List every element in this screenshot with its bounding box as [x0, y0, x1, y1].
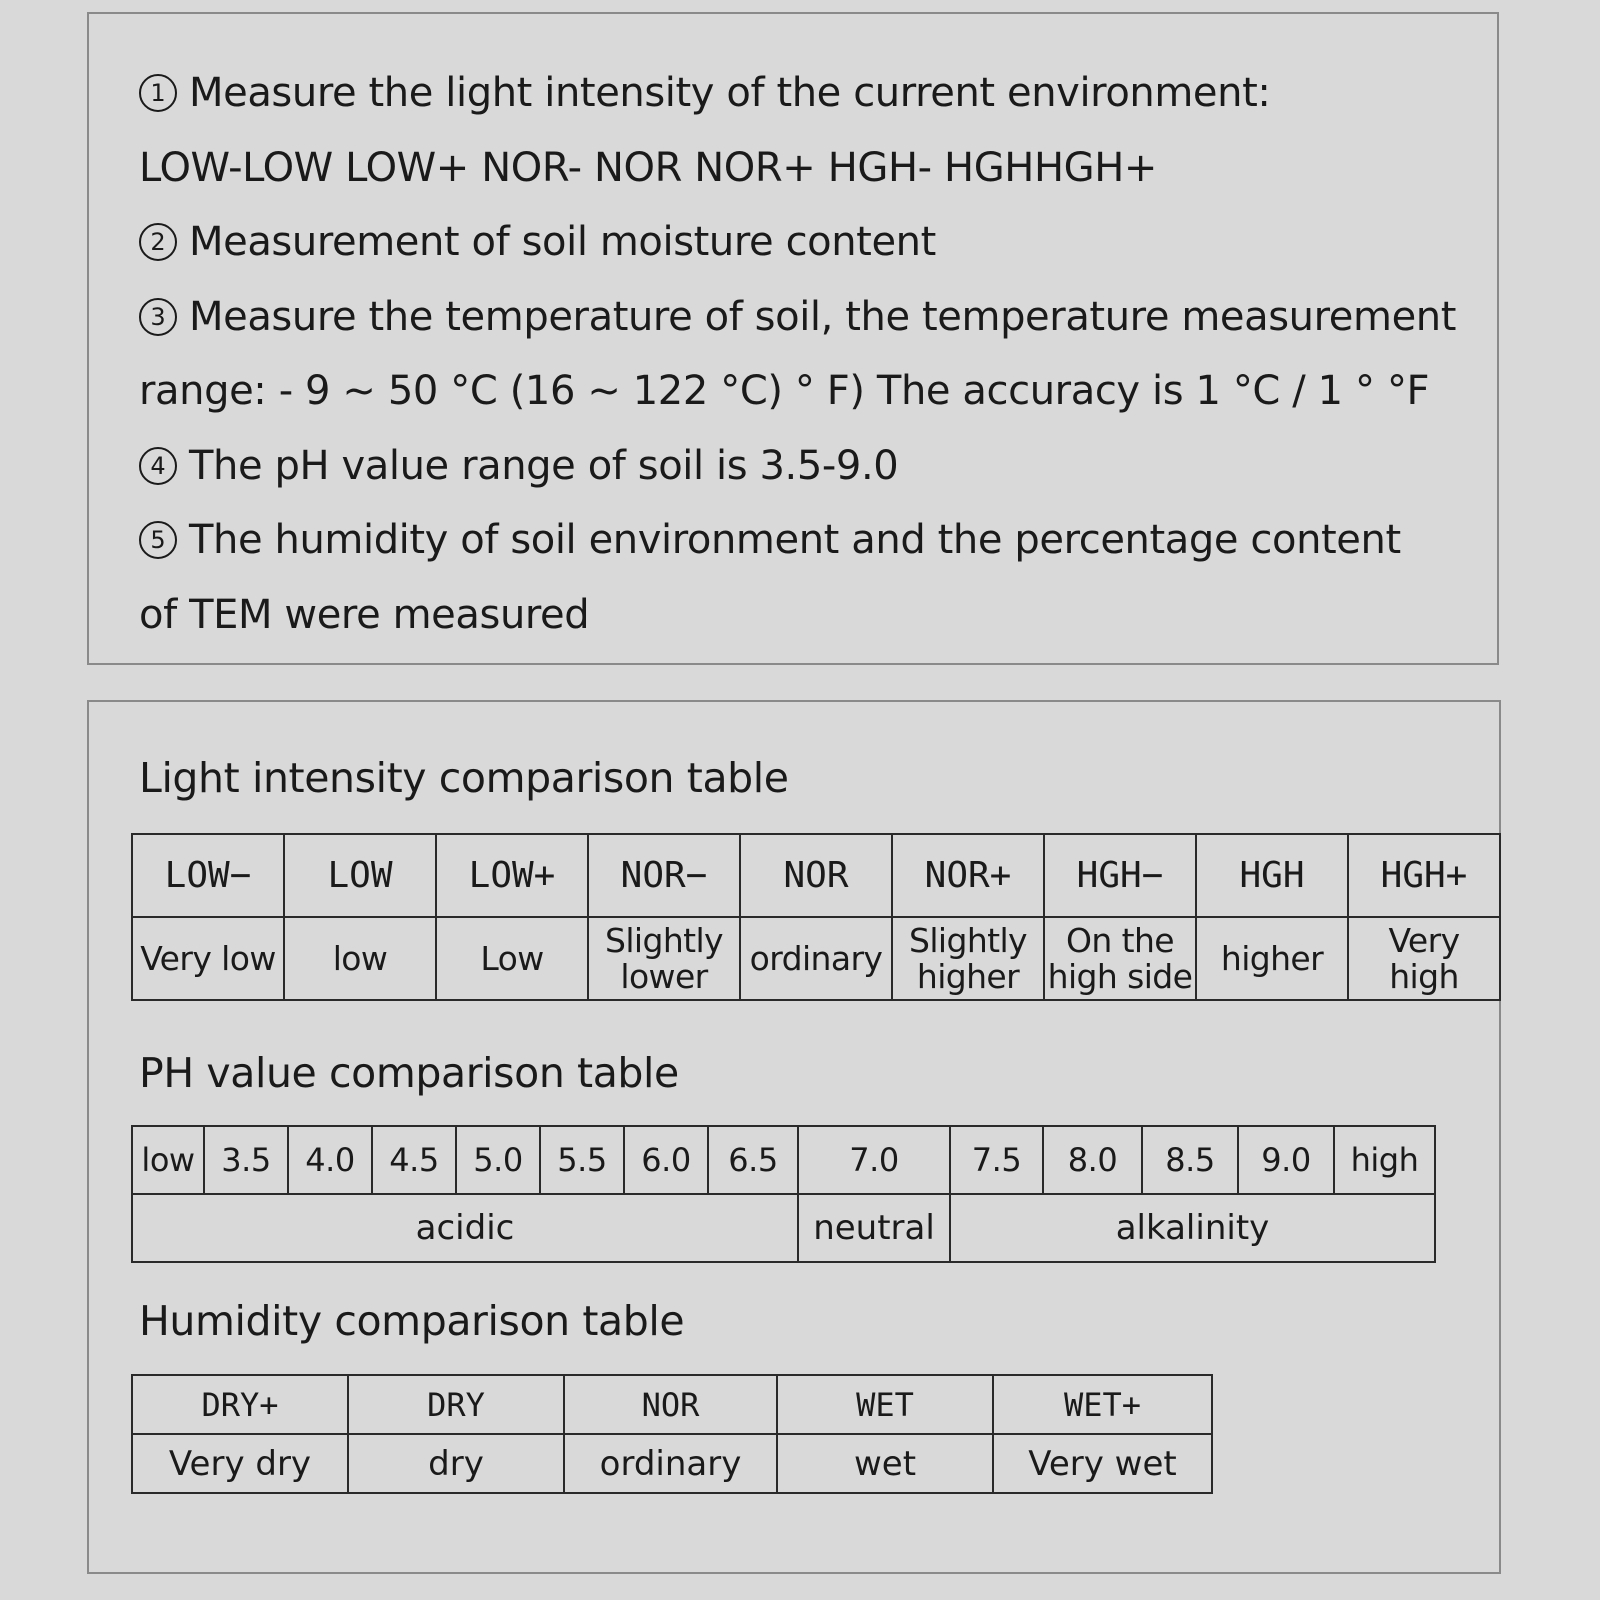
light-descriptions-row [132, 917, 1500, 1000]
light-desc-line: lower [620, 956, 708, 996]
feature-5-text: The humidity of soil environment and the percentage content [189, 517, 1401, 563]
light-desc-cell [1348, 917, 1500, 1000]
light-codes-row [132, 834, 1500, 917]
ph-value-cell: 3.5 [204, 1126, 288, 1194]
light-desc-line: low [332, 938, 388, 978]
light-desc-line: Very low [140, 938, 276, 978]
humidity-desc-cell: Very dry [132, 1434, 348, 1493]
light-code-cell: LOW+ [436, 834, 588, 917]
light-code-cell: LOW [284, 834, 436, 917]
ph-value-cell: 5.5 [540, 1126, 624, 1194]
light-desc-line: higher [1220, 938, 1324, 978]
light-desc-line: Very [1388, 920, 1460, 960]
ph-value-cell: 8.0 [1043, 1126, 1142, 1194]
ph-value-cell: 6.0 [624, 1126, 708, 1194]
feature-2-line-1 [139, 205, 1477, 280]
light-desc-line: higher [916, 956, 1020, 996]
light-desc-cell [1196, 917, 1348, 1000]
light-intensity-table [131, 833, 1501, 1001]
ph-range-alkalinity: alkalinity [950, 1194, 1435, 1262]
light-desc-cell [740, 917, 892, 1000]
ph-ranges-row [132, 1194, 1435, 1262]
circled-number-2: 2 [139, 223, 177, 261]
light-desc-line: high side [1047, 956, 1193, 996]
light-desc-cell [1044, 917, 1196, 1000]
humidity-code-cell: DRY+ [132, 1375, 348, 1434]
ph-value-cell: high [1334, 1126, 1435, 1194]
humidity-code-cell: WET+ [993, 1375, 1212, 1434]
circled-number-1: 1 [139, 74, 177, 112]
ph-range-acidic: acidic [132, 1194, 798, 1262]
light-desc-line: Low [480, 938, 544, 978]
feature-5-line-1 [139, 503, 1477, 578]
light-code-cell: NOR+ [892, 834, 1044, 917]
light-desc-line: Slightly [909, 920, 1027, 960]
light-code-cell: LOW− [132, 834, 284, 917]
feature-1-line-1 [139, 56, 1477, 131]
humidity-desc-cell: dry [348, 1434, 564, 1493]
light-desc-line: On the [1066, 920, 1174, 960]
ph-values-row [132, 1126, 1435, 1194]
ph-value-cell: 7.5 [950, 1126, 1043, 1194]
ph-table-title: PH value comparison table [139, 1049, 679, 1097]
ph-value-cell: 9.0 [1238, 1126, 1334, 1194]
light-code-cell: NOR− [588, 834, 740, 917]
feature-1-text: Measure the light intensity of the current environment: [189, 70, 1271, 116]
light-code-cell: HGH+ [1348, 834, 1500, 917]
circled-number-3: 3 [139, 298, 177, 336]
light-desc-cell [588, 917, 740, 1000]
feature-3-line-1 [139, 280, 1477, 355]
features-panel [87, 12, 1499, 665]
humidity-codes-row [132, 1375, 1212, 1434]
humidity-table-title: Humidity comparison table [139, 1297, 685, 1345]
humidity-table [131, 1374, 1213, 1494]
light-code-cell: NOR [740, 834, 892, 917]
feature-4-text: The pH value range of soil is 3.5-9.0 [189, 442, 899, 489]
ph-value-cell: 7.0 [798, 1126, 950, 1194]
humidity-code-cell: NOR [564, 1375, 777, 1434]
ph-value-table [131, 1125, 1436, 1263]
circled-number-4: 4 [139, 447, 177, 485]
ph-value-cell: low [132, 1126, 204, 1194]
ph-value-cell: 5.0 [456, 1126, 540, 1194]
ph-value-cell: 4.5 [372, 1126, 456, 1194]
light-desc-line: high [1389, 956, 1459, 996]
humidity-desc-cell: Very wet [993, 1434, 1212, 1493]
feature-2-text: Measurement of soil moisture content [189, 219, 936, 265]
feature-5-line-2: of TEM were measured [139, 591, 590, 638]
humidity-desc-cell: wet [777, 1434, 993, 1493]
humidity-code-cell: DRY [348, 1375, 564, 1434]
feature-1-line-2: LOW-LOW LOW+ NOR- NOR NOR+ HGH- HGHHGH+ [139, 144, 1158, 191]
feature-4-line-1 [139, 429, 1477, 504]
humidity-desc-cell: ordinary [564, 1434, 777, 1493]
light-code-cell: HGH− [1044, 834, 1196, 917]
humidity-code-cell: WET [777, 1375, 993, 1434]
light-desc-line: Slightly [605, 920, 723, 960]
ph-range-neutral: neutral [798, 1194, 950, 1262]
ph-value-cell: 6.5 [708, 1126, 798, 1194]
tables-panel [87, 700, 1501, 1574]
light-desc-cell [892, 917, 1044, 1000]
feature-3-line-2: range: - 9 ~ 50 °C (16 ~ 122 °C) ° F) The accuracy is 1 °C / 1 ° °F [139, 368, 1430, 414]
light-code-cell: HGH [1196, 834, 1348, 917]
light-desc-cell [284, 917, 436, 1000]
humidity-descriptions-row [132, 1434, 1212, 1493]
circled-number-5: 5 [139, 521, 177, 559]
feature-3-text: Measure the temperature of soil, the temperature measurement [189, 293, 1457, 340]
light-desc-cell [436, 917, 588, 1000]
light-desc-line: ordinary [749, 938, 883, 978]
ph-value-cell: 4.0 [288, 1126, 372, 1194]
light-desc-cell [132, 917, 284, 1000]
ph-value-cell: 8.5 [1142, 1126, 1238, 1194]
light-table-title: Light intensity comparison table [139, 754, 789, 802]
